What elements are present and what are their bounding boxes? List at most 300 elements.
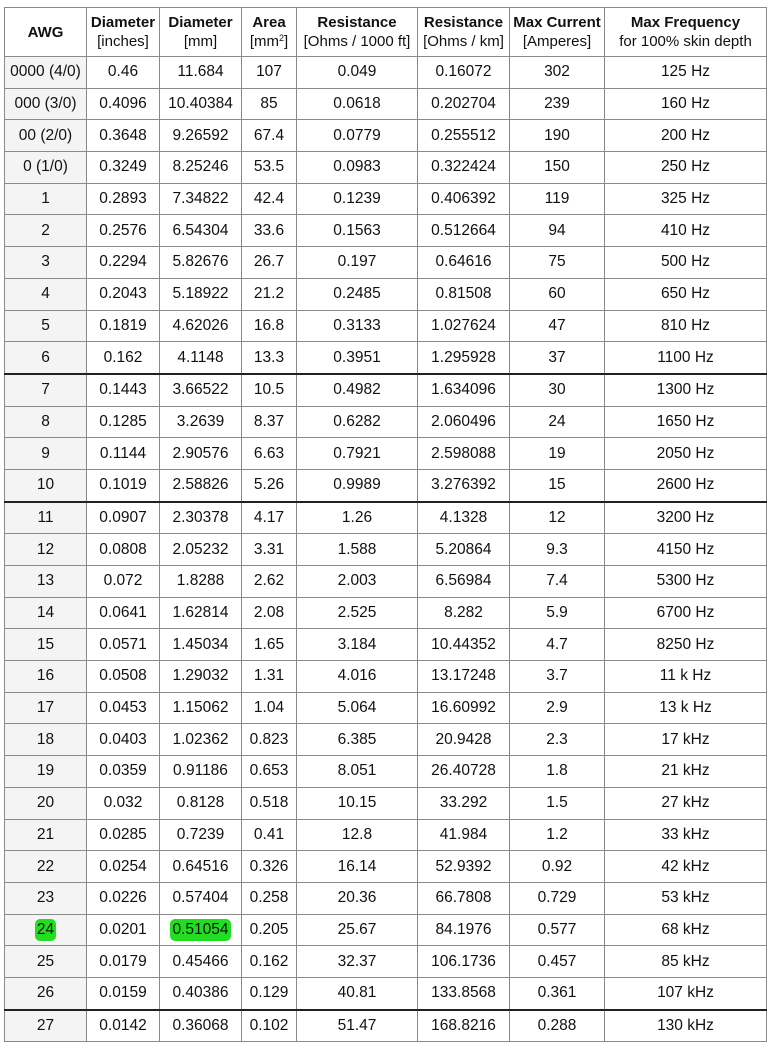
cell-resistance-per-1000ft: 1.588 — [297, 534, 418, 566]
unit-text: [mm — [249, 33, 279, 50]
cell-max-current: 94 — [510, 215, 605, 247]
cell-diameter-mm: 11.684 — [160, 57, 242, 89]
cell-max-frequency: 410 Hz — [605, 215, 767, 247]
cell-resistance-per-1000ft: 10.15 — [297, 787, 418, 819]
column-header-title: Max Frequency — [630, 14, 741, 31]
cell-resistance-per-km: 8.282 — [418, 597, 510, 629]
table-row — [5, 661, 767, 693]
cell-area-mm2: 2.08 — [242, 597, 297, 629]
cell-diameter-mm: 1.15062 — [160, 692, 242, 724]
cell-area-mm2: 6.63 — [242, 438, 297, 470]
cell-resistance-per-km: 26.40728 — [418, 756, 510, 788]
cell-diameter-mm: 7.34822 — [160, 183, 242, 215]
table-row — [5, 57, 767, 89]
cell-max-current: 47 — [510, 310, 605, 342]
column-header-title: Resistance — [317, 14, 397, 31]
cell-area-mm2: 10.5 — [242, 374, 297, 406]
cell-area-mm2: 0.823 — [242, 724, 297, 756]
cell-area-mm2: 0.258 — [242, 882, 297, 914]
cell-resistance-per-1000ft: 1.26 — [297, 502, 418, 534]
cell-max-current: 9.3 — [510, 534, 605, 566]
cell-resistance-per-1000ft: 3.184 — [297, 629, 418, 661]
cell-diameter-mm: 1.02362 — [160, 724, 242, 756]
cell-diameter-inches: 0.0453 — [87, 692, 160, 724]
cell-resistance-per-1000ft: 0.0983 — [297, 152, 418, 184]
cell-resistance-per-km: 2.598088 — [418, 438, 510, 470]
cell-resistance-per-km: 66.7808 — [418, 882, 510, 914]
cell-diameter-inches: 0.0254 — [87, 851, 160, 883]
cell-resistance-per-km: 1.295928 — [418, 342, 510, 374]
unit-text: [mm] — [183, 33, 218, 50]
cell-resistance-per-km: 6.56984 — [418, 566, 510, 598]
cell-resistance-per-km: 20.9428 — [418, 724, 510, 756]
header-row — [5, 8, 767, 57]
cell-area-mm2: 13.3 — [242, 342, 297, 374]
cell-resistance-per-km: 2.060496 — [418, 406, 510, 438]
cell-diameter-inches: 0.032 — [87, 787, 160, 819]
cell-diameter-inches: 0.1144 — [87, 438, 160, 470]
cell-diameter-inches: 0.0571 — [87, 629, 160, 661]
cell-max-current: 0.92 — [510, 851, 605, 883]
cell-max-frequency: 53 kHz — [605, 882, 767, 914]
cell-diameter-inches: 0.0226 — [87, 882, 160, 914]
cell-diameter-mm: 5.18922 — [160, 278, 242, 310]
cell-diameter-mm: 0.40386 — [160, 977, 242, 1009]
cell-max-frequency: 11 k Hz — [605, 661, 767, 693]
cell-awg: 2 — [5, 215, 87, 247]
cell-diameter-inches: 0.0808 — [87, 534, 160, 566]
cell-max-current: 0.577 — [510, 914, 605, 946]
cell-resistance-per-1000ft: 40.81 — [297, 977, 418, 1009]
column-header-max-frequency — [605, 8, 767, 57]
cell-resistance-per-km: 0.512664 — [418, 215, 510, 247]
cell-diameter-inches: 0.2043 — [87, 278, 160, 310]
cell-max-current: 119 — [510, 183, 605, 215]
column-header-area-mm2 — [242, 8, 297, 57]
table-header — [5, 8, 767, 57]
cell-max-frequency: 107 kHz — [605, 977, 767, 1009]
cell-area-mm2: 21.2 — [242, 278, 297, 310]
cell-resistance-per-1000ft: 6.385 — [297, 724, 418, 756]
cell-max-frequency: 500 Hz — [605, 247, 767, 279]
cell-diameter-mm: 8.25246 — [160, 152, 242, 184]
cell-awg: 25 — [5, 946, 87, 978]
cell-diameter-mm: 0.45466 — [160, 946, 242, 978]
table-row — [5, 819, 767, 851]
cell-max-current: 0.457 — [510, 946, 605, 978]
cell-diameter-mm: 0.64516 — [160, 851, 242, 883]
cell-resistance-per-1000ft: 25.67 — [297, 914, 418, 946]
column-header-unit — [160, 32, 241, 51]
column-header-diameter-mm — [160, 8, 242, 57]
cell-resistance-per-1000ft: 0.3951 — [297, 342, 418, 374]
table-row — [5, 183, 767, 215]
cell-max-frequency: 27 kHz — [605, 787, 767, 819]
cell-resistance-per-km: 0.255512 — [418, 120, 510, 152]
cell-resistance-per-1000ft: 0.9989 — [297, 469, 418, 501]
cell-max-current: 1.8 — [510, 756, 605, 788]
cell-diameter-mm: 0.8128 — [160, 787, 242, 819]
column-header-awg — [5, 8, 87, 57]
cell-awg: 1 — [5, 183, 87, 215]
cell-diameter-mm: 1.62814 — [160, 597, 242, 629]
cell-max-frequency: 2050 Hz — [605, 438, 767, 470]
unit-text: [Amperes] — [522, 33, 592, 50]
cell-awg: 16 — [5, 661, 87, 693]
cell-resistance-per-km: 0.322424 — [418, 152, 510, 184]
table-row — [5, 977, 767, 1009]
cell-diameter-mm: 2.05232 — [160, 534, 242, 566]
cell-diameter-mm: 3.66522 — [160, 374, 242, 406]
cell-awg — [5, 914, 87, 946]
cell-resistance-per-1000ft: 0.2485 — [297, 278, 418, 310]
table-row — [5, 406, 767, 438]
cell-resistance-per-1000ft: 12.8 — [297, 819, 418, 851]
cell-max-frequency: 650 Hz — [605, 278, 767, 310]
cell-area-mm2: 85 — [242, 88, 297, 120]
unit-text: for 100% skin depth — [619, 33, 752, 50]
cell-awg: 11 — [5, 502, 87, 534]
cell-max-frequency: 68 kHz — [605, 914, 767, 946]
cell-max-current: 3.7 — [510, 661, 605, 693]
cell-diameter-inches: 0.2294 — [87, 247, 160, 279]
cell-max-frequency: 4150 Hz — [605, 534, 767, 566]
cell-resistance-per-1000ft: 5.064 — [297, 692, 418, 724]
cell-max-current: 75 — [510, 247, 605, 279]
cell-diameter-mm: 0.91186 — [160, 756, 242, 788]
column-header-unit — [418, 32, 509, 51]
cell-diameter-mm: 4.62026 — [160, 310, 242, 342]
column-header-resistance-per-km — [418, 8, 510, 57]
cell-max-current: 2.9 — [510, 692, 605, 724]
cell-resistance-per-1000ft: 0.0618 — [297, 88, 418, 120]
table-row — [5, 724, 767, 756]
cell-max-frequency: 17 kHz — [605, 724, 767, 756]
cell-diameter-mm — [160, 914, 242, 946]
cell-area-mm2: 2.62 — [242, 566, 297, 598]
cell-diameter-mm: 6.54304 — [160, 215, 242, 247]
unit-text: [Ohms / km] — [423, 33, 504, 50]
column-header-unit — [510, 32, 604, 51]
cell-awg: 6 — [5, 342, 87, 374]
cell-diameter-inches: 0.0403 — [87, 724, 160, 756]
cell-diameter-inches: 0.1443 — [87, 374, 160, 406]
cell-awg: 15 — [5, 629, 87, 661]
cell-awg: 4 — [5, 278, 87, 310]
cell-diameter-inches: 0.4096 — [87, 88, 160, 120]
cell-max-current: 2.3 — [510, 724, 605, 756]
cell-max-current: 7.4 — [510, 566, 605, 598]
cell-diameter-mm: 0.57404 — [160, 882, 242, 914]
cell-resistance-per-1000ft: 0.049 — [297, 57, 418, 89]
cell-awg: 20 — [5, 787, 87, 819]
cell-max-frequency: 1300 Hz — [605, 374, 767, 406]
cell-resistance-per-1000ft: 51.47 — [297, 1010, 418, 1042]
table-row — [5, 88, 767, 120]
cell-diameter-inches: 0.3249 — [87, 152, 160, 184]
cell-resistance-per-1000ft: 2.003 — [297, 566, 418, 598]
cell-max-frequency: 85 kHz — [605, 946, 767, 978]
cell-diameter-inches: 0.2893 — [87, 183, 160, 215]
cell-resistance-per-km: 133.8568 — [418, 977, 510, 1009]
cell-awg: 10 — [5, 469, 87, 501]
cell-area-mm2: 1.04 — [242, 692, 297, 724]
cell-diameter-mm: 5.82676 — [160, 247, 242, 279]
table-row — [5, 1010, 767, 1042]
cell-area-mm2: 0.326 — [242, 851, 297, 883]
cell-diameter-inches: 0.3648 — [87, 120, 160, 152]
cell-area-mm2: 1.65 — [242, 629, 297, 661]
cell-max-current: 5.9 — [510, 597, 605, 629]
cell-max-frequency: 325 Hz — [605, 183, 767, 215]
column-header-resistance-per-1000ft — [297, 8, 418, 57]
cell-resistance-per-1000ft: 0.6282 — [297, 406, 418, 438]
cell-diameter-mm: 2.90576 — [160, 438, 242, 470]
cell-awg: 7 — [5, 374, 87, 406]
cell-area-mm2: 5.26 — [242, 469, 297, 501]
cell-resistance-per-km: 84.1976 — [418, 914, 510, 946]
cell-resistance-per-1000ft: 0.1239 — [297, 183, 418, 215]
table-row — [5, 534, 767, 566]
cell-max-frequency: 21 kHz — [605, 756, 767, 788]
cell-awg: 8 — [5, 406, 87, 438]
cell-max-frequency: 8250 Hz — [605, 629, 767, 661]
cell-area-mm2: 1.31 — [242, 661, 297, 693]
unit-text-end: ] — [284, 33, 289, 50]
table-row — [5, 756, 767, 788]
table-row — [5, 692, 767, 724]
cell-area-mm2: 0.205 — [242, 914, 297, 946]
table-row — [5, 278, 767, 310]
cell-diameter-inches: 0.0907 — [87, 502, 160, 534]
cell-awg: 0000 (4/0) — [5, 57, 87, 89]
table-row — [5, 946, 767, 978]
table-row — [5, 597, 767, 629]
cell-max-frequency: 33 kHz — [605, 819, 767, 851]
cell-diameter-inches: 0.0508 — [87, 661, 160, 693]
column-header-title: AWG — [27, 23, 64, 41]
table-row — [5, 502, 767, 534]
cell-max-current: 1.5 — [510, 787, 605, 819]
cell-resistance-per-km: 0.406392 — [418, 183, 510, 215]
cell-diameter-inches: 0.1819 — [87, 310, 160, 342]
cell-area-mm2: 0.41 — [242, 819, 297, 851]
cell-resistance-per-km: 13.17248 — [418, 661, 510, 693]
unit-text: [Ohms / 1000 ft] — [303, 33, 411, 50]
cell-resistance-per-1000ft: 4.016 — [297, 661, 418, 693]
cell-max-frequency: 200 Hz — [605, 120, 767, 152]
cell-diameter-inches: 0.162 — [87, 342, 160, 374]
cell-resistance-per-km: 1.634096 — [418, 374, 510, 406]
table-row — [5, 914, 767, 946]
cell-resistance-per-km: 33.292 — [418, 787, 510, 819]
cell-area-mm2: 42.4 — [242, 183, 297, 215]
column-header-diameter-inches — [87, 8, 160, 57]
cell-max-current: 239 — [510, 88, 605, 120]
table-row — [5, 438, 767, 470]
table-row — [5, 247, 767, 279]
cell-max-current: 60 — [510, 278, 605, 310]
table-row — [5, 566, 767, 598]
cell-max-current: 0.729 — [510, 882, 605, 914]
cell-resistance-per-1000ft: 20.36 — [297, 882, 418, 914]
cell-area-mm2: 3.31 — [242, 534, 297, 566]
highlighted-value: 0.51054 — [170, 919, 230, 941]
cell-awg: 14 — [5, 597, 87, 629]
cell-resistance-per-1000ft: 0.3133 — [297, 310, 418, 342]
unit-superscript: 2 — [278, 33, 284, 43]
cell-resistance-per-1000ft: 16.14 — [297, 851, 418, 883]
cell-diameter-mm: 4.1148 — [160, 342, 242, 374]
cell-max-frequency: 125 Hz — [605, 57, 767, 89]
unit-text: [inches] — [97, 33, 149, 50]
cell-diameter-mm: 1.8288 — [160, 566, 242, 598]
cell-diameter-inches: 0.1285 — [87, 406, 160, 438]
cell-area-mm2: 53.5 — [242, 152, 297, 184]
column-header-unit — [605, 32, 766, 51]
cell-diameter-mm: 0.7239 — [160, 819, 242, 851]
cell-max-current: 12 — [510, 502, 605, 534]
cell-area-mm2: 8.37 — [242, 406, 297, 438]
cell-resistance-per-km: 3.276392 — [418, 469, 510, 501]
cell-diameter-mm: 1.29032 — [160, 661, 242, 693]
cell-max-frequency: 13 k Hz — [605, 692, 767, 724]
cell-area-mm2: 0.653 — [242, 756, 297, 788]
cell-max-current: 0.361 — [510, 977, 605, 1009]
cell-max-frequency: 810 Hz — [605, 310, 767, 342]
cell-awg: 27 — [5, 1010, 87, 1042]
cell-awg: 000 (3/0) — [5, 88, 87, 120]
cell-diameter-inches: 0.2576 — [87, 215, 160, 247]
column-header-max-current — [510, 8, 605, 57]
cell-awg: 22 — [5, 851, 87, 883]
column-header-title: Resistance — [423, 14, 504, 31]
cell-resistance-per-1000ft: 8.051 — [297, 756, 418, 788]
table-row — [5, 152, 767, 184]
cell-awg: 0 (1/0) — [5, 152, 87, 184]
cell-diameter-mm: 0.36068 — [160, 1010, 242, 1042]
cell-max-frequency: 160 Hz — [605, 88, 767, 120]
cell-diameter-mm: 2.58826 — [160, 469, 242, 501]
cell-max-current: 24 — [510, 406, 605, 438]
cell-resistance-per-1000ft: 0.7921 — [297, 438, 418, 470]
cell-resistance-per-km: 16.60992 — [418, 692, 510, 724]
cell-area-mm2: 0.102 — [242, 1010, 297, 1042]
table-body — [5, 57, 767, 1042]
cell-resistance-per-1000ft: 0.1563 — [297, 215, 418, 247]
cell-resistance-per-km: 0.81508 — [418, 278, 510, 310]
cell-resistance-per-km: 106.1736 — [418, 946, 510, 978]
cell-resistance-per-km: 1.027624 — [418, 310, 510, 342]
cell-resistance-per-1000ft: 0.0779 — [297, 120, 418, 152]
column-header-unit — [297, 32, 417, 51]
cell-max-frequency: 1650 Hz — [605, 406, 767, 438]
cell-max-frequency: 3200 Hz — [605, 502, 767, 534]
cell-diameter-mm: 1.45034 — [160, 629, 242, 661]
table-row — [5, 215, 767, 247]
table-row — [5, 342, 767, 374]
table-row — [5, 310, 767, 342]
cell-diameter-mm: 3.2639 — [160, 406, 242, 438]
cell-diameter-inches: 0.46 — [87, 57, 160, 89]
cell-max-current: 0.288 — [510, 1010, 605, 1042]
cell-resistance-per-1000ft: 2.525 — [297, 597, 418, 629]
cell-diameter-inches: 0.0179 — [87, 946, 160, 978]
cell-max-frequency: 6700 Hz — [605, 597, 767, 629]
cell-resistance-per-km: 0.64616 — [418, 247, 510, 279]
cell-area-mm2: 33.6 — [242, 215, 297, 247]
cell-resistance-per-km: 52.9392 — [418, 851, 510, 883]
cell-area-mm2: 0.518 — [242, 787, 297, 819]
highlighted-value: 24 — [35, 919, 56, 941]
column-header-title: Max Current — [513, 14, 601, 31]
awg-table — [4, 7, 767, 1042]
cell-diameter-inches: 0.0159 — [87, 977, 160, 1009]
column-header-unit — [87, 32, 159, 51]
cell-resistance-per-km: 4.1328 — [418, 502, 510, 534]
column-header-unit — [242, 32, 296, 51]
cell-resistance-per-km: 0.16072 — [418, 57, 510, 89]
cell-diameter-inches: 0.0641 — [87, 597, 160, 629]
cell-resistance-per-km: 168.8216 — [418, 1010, 510, 1042]
cell-diameter-mm: 10.40384 — [160, 88, 242, 120]
cell-max-current: 4.7 — [510, 629, 605, 661]
cell-max-current: 30 — [510, 374, 605, 406]
cell-awg: 18 — [5, 724, 87, 756]
cell-resistance-per-km: 0.202704 — [418, 88, 510, 120]
cell-max-current: 15 — [510, 469, 605, 501]
cell-awg: 00 (2/0) — [5, 120, 87, 152]
cell-max-frequency: 250 Hz — [605, 152, 767, 184]
cell-awg: 9 — [5, 438, 87, 470]
cell-area-mm2: 0.162 — [242, 946, 297, 978]
table-row — [5, 851, 767, 883]
cell-resistance-per-1000ft: 0.4982 — [297, 374, 418, 406]
column-header-title: Diameter — [168, 14, 233, 31]
cell-awg: 17 — [5, 692, 87, 724]
table-row — [5, 629, 767, 661]
cell-area-mm2: 26.7 — [242, 247, 297, 279]
cell-diameter-inches: 0.0142 — [87, 1010, 160, 1042]
cell-awg: 26 — [5, 977, 87, 1009]
cell-max-frequency: 1100 Hz — [605, 342, 767, 374]
cell-area-mm2: 4.17 — [242, 502, 297, 534]
cell-max-current: 302 — [510, 57, 605, 89]
column-header-title: Diameter — [90, 14, 156, 31]
cell-area-mm2: 0.129 — [242, 977, 297, 1009]
cell-awg: 21 — [5, 819, 87, 851]
cell-awg: 5 — [5, 310, 87, 342]
cell-awg: 13 — [5, 566, 87, 598]
cell-diameter-inches: 0.0285 — [87, 819, 160, 851]
cell-resistance-per-km: 10.44352 — [418, 629, 510, 661]
table-row — [5, 120, 767, 152]
cell-diameter-mm: 9.26592 — [160, 120, 242, 152]
cell-diameter-inches: 0.072 — [87, 566, 160, 598]
cell-awg: 19 — [5, 756, 87, 788]
cell-resistance-per-1000ft: 0.197 — [297, 247, 418, 279]
table-row — [5, 787, 767, 819]
table-row — [5, 374, 767, 406]
cell-diameter-inches: 0.1019 — [87, 469, 160, 501]
cell-max-frequency: 42 kHz — [605, 851, 767, 883]
cell-area-mm2: 16.8 — [242, 310, 297, 342]
cell-area-mm2: 107 — [242, 57, 297, 89]
cell-awg: 3 — [5, 247, 87, 279]
cell-max-current: 1.2 — [510, 819, 605, 851]
cell-max-current: 190 — [510, 120, 605, 152]
cell-max-current: 150 — [510, 152, 605, 184]
